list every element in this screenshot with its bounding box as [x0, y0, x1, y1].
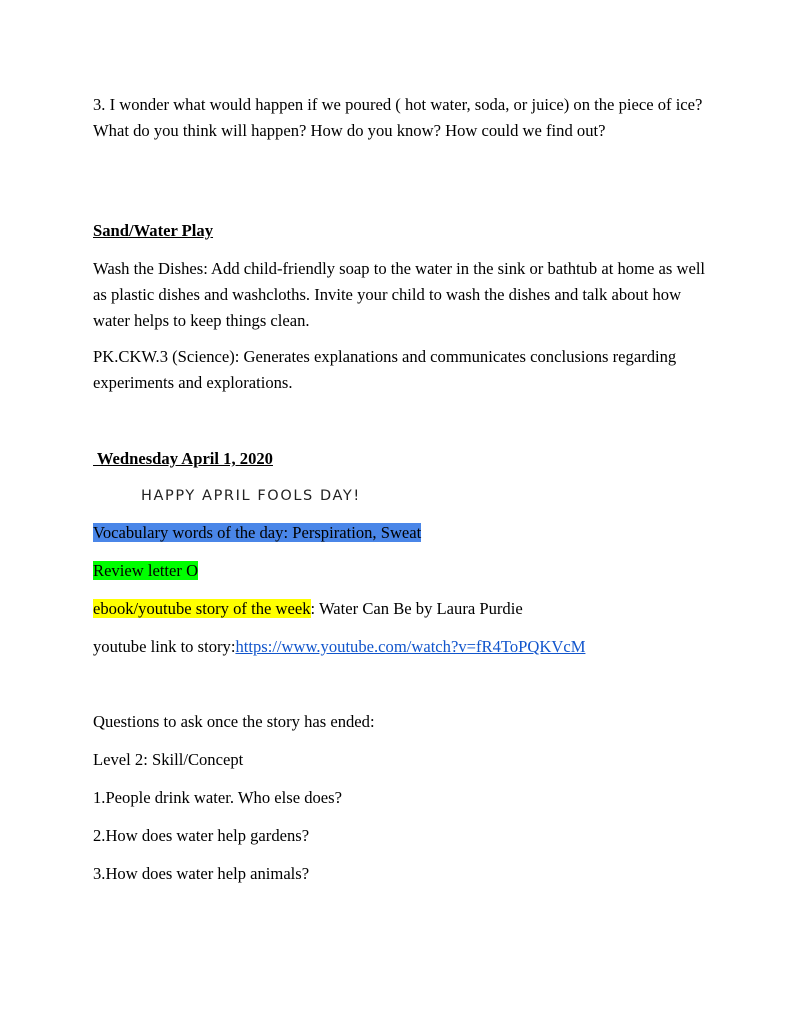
youtube-link-line: [93, 637, 585, 657]
youtube-link-label: youtube link to story:: [93, 637, 236, 656]
vocabulary-line: [93, 523, 421, 543]
youtube-story-link[interactable]: https://www.youtube.com/watch?v=fR4ToPQKVcM: [235, 637, 586, 656]
wednesday-date-heading: Wednesday April 1, 2020: [93, 449, 273, 468]
story-of-week-line: [93, 599, 523, 619]
science-standard-paragraph: PK.CKW.3 (Science): Generates explanations and communicates conclusions regarding experiments and explorations.: [93, 347, 677, 393]
story-label-highlight: ebook/youtube story of the week: [93, 599, 311, 618]
review-letter-line: [93, 561, 198, 581]
level-label: Level 2: Skill/Concept: [93, 750, 244, 769]
question-item: 3.How does water help animals?: [93, 864, 310, 883]
story-title: : Water Can Be by Laura Purdie: [310, 599, 523, 618]
review-letter-highlight: Review letter O: [93, 561, 199, 580]
april-fools-banner: HAPPY APRIL FOOLS DAY!: [141, 488, 361, 504]
question-item: 1.People drink water. Who else does?: [93, 788, 342, 807]
vocabulary-highlight: Vocabulary words of the day: Perspiration, Sweat: [93, 523, 422, 542]
wash-dishes-paragraph: Wash the Dishes: Add child-friendly soap to the water in the sink or bathtub at home as well as plastic dishes and washcloths. Invite your child to wash the dishes and talk about how water helps to keep things clean.: [93, 259, 706, 331]
question-3-paragraph: 3. I wonder what would happen if we poured ( hot water, soda, or juice) on the piece of ice? What do you think will happen? How do you know? How could we find out?: [93, 95, 703, 141]
sand-water-heading: Sand/Water Play: [93, 221, 214, 240]
questions-intro: Questions to ask once the story has ended:: [93, 712, 375, 731]
question-item: 2.How does water help gardens?: [93, 826, 310, 845]
